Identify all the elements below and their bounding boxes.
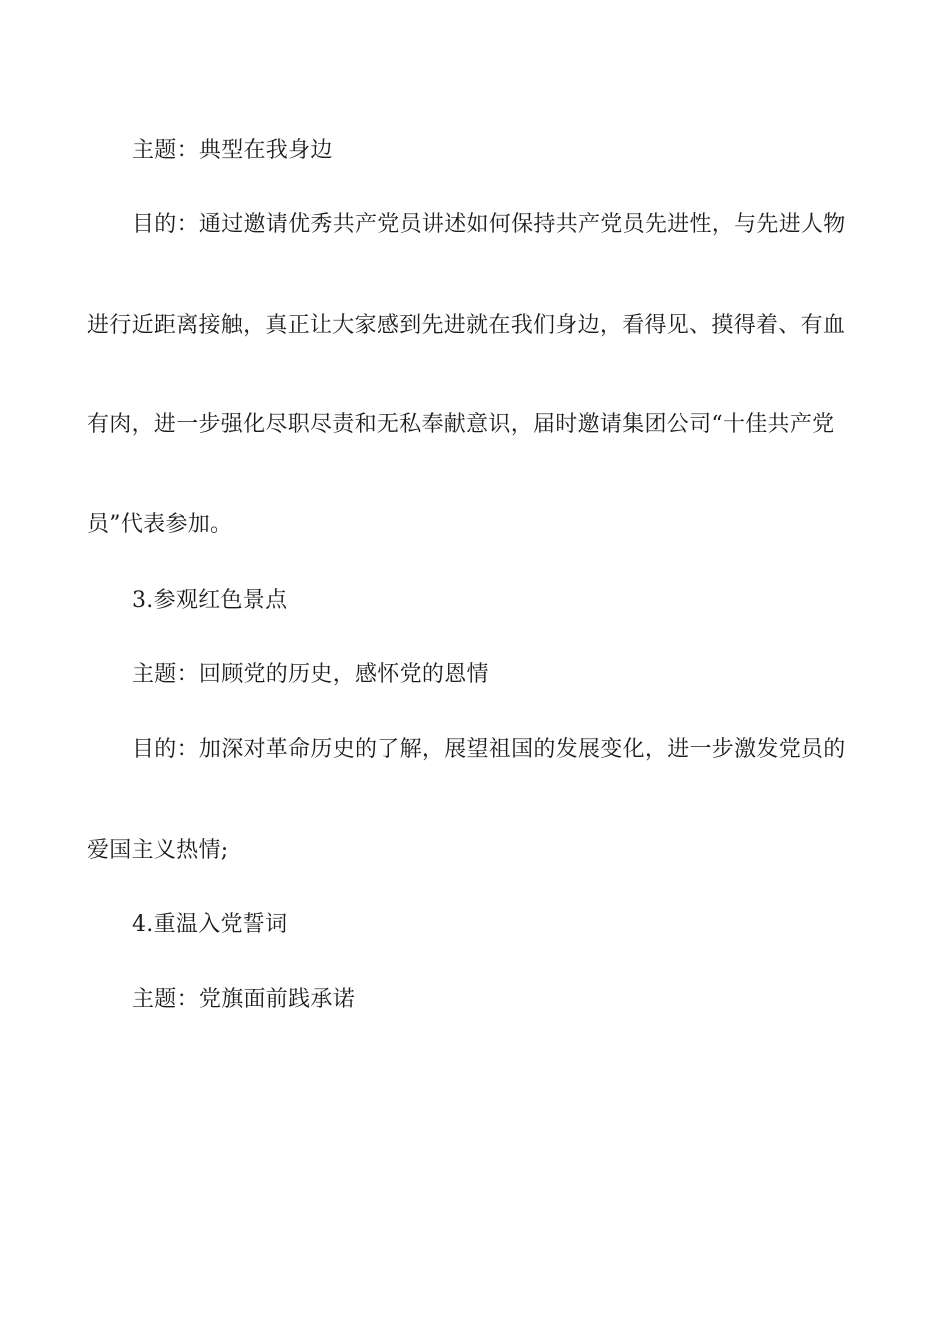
section-heading-4: 4.重温入党誓词 <box>132 912 288 937</box>
theme-line-typical: 主题：典型在我身边 <box>132 138 333 163</box>
purpose-line-1: 目的：通过邀请优秀共产党员讲述如何保持共产党员先进性，与先进人物 <box>132 212 846 237</box>
purpose-line-6: 爱国主义热情; <box>87 838 229 863</box>
purpose-line-5: 目的：加深对革命历史的了解，展望祖国的发展变化，进一步激发党员的 <box>132 737 846 762</box>
purpose-line-3: 有肉，进一步强化尽职尽责和无私奉献意识，届时邀请集团公司“十佳共产党 <box>87 412 835 437</box>
section-heading-3: 3.参观红色景点 <box>132 588 288 613</box>
theme-line-oath: 主题：党旗面前践承诺 <box>132 987 356 1012</box>
purpose-line-2: 进行近距离接触，真正让大家感到先进就在我们身边，看得见、摸得着、有血 <box>87 313 846 338</box>
theme-line-history: 主题：回顾党的历史，感怀党的恩情 <box>132 662 489 687</box>
purpose-line-4: 员”代表参加。 <box>87 512 233 537</box>
